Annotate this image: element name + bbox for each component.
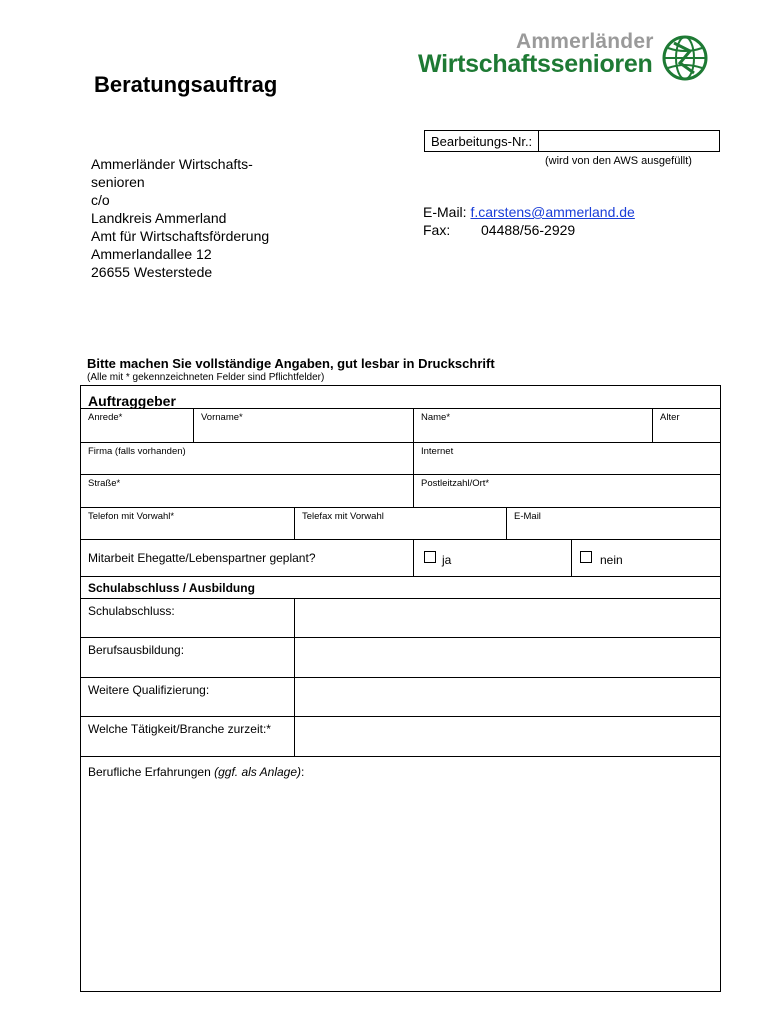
form-row-current-activity	[81, 716, 720, 756]
fax-label: Fax:	[423, 222, 451, 238]
activity-value-cell	[294, 717, 720, 756]
form-row-company	[81, 442, 720, 474]
salutation-input[interactable]	[85, 421, 189, 439]
spouse-yes-label: ja	[442, 553, 452, 567]
logo-text-top: Ammerländer	[516, 30, 654, 53]
client-section-header	[81, 386, 720, 408]
form-row-phone	[81, 507, 720, 539]
address-line: senioren	[91, 174, 145, 190]
postal-city-input[interactable]	[418, 486, 716, 504]
website-cell	[413, 443, 720, 474]
processing-number-box	[424, 130, 720, 152]
email-field-label: E-Mail	[514, 511, 541, 522]
phone-label: Telefon mit Vorwahl*	[88, 511, 175, 522]
processing-number-label: Bearbeitungs-Nr.:	[425, 131, 539, 151]
form-row-experience	[81, 756, 720, 991]
experience-note: (ggf. als Anlage)	[214, 765, 302, 779]
globe-logo-icon	[660, 33, 710, 83]
website-label: Internet	[421, 446, 454, 457]
phone-input[interactable]	[85, 518, 290, 536]
qualification-label-cell	[81, 678, 294, 716]
street-label: Straße*	[88, 478, 121, 489]
recipient-address	[91, 155, 269, 281]
fax-field-label: Telefax mit Vorwahl	[302, 511, 384, 522]
street-cell	[81, 475, 413, 507]
phone-cell	[81, 508, 294, 539]
address-line: 26655 Westerstede	[91, 264, 213, 280]
processing-number-input[interactable]	[539, 131, 719, 151]
education-section-title: Schulabschluss / Ausbildung	[88, 581, 255, 595]
company-label: Firma (falls vorhanden)	[88, 446, 186, 457]
first-name-label: Vorname*	[201, 412, 243, 423]
activity-label: Welche Tätigkeit/Branche zurzeit:*	[88, 722, 271, 736]
experience-colon: :	[301, 765, 305, 779]
form-row-name	[81, 408, 720, 442]
age-label: Alter	[660, 412, 680, 423]
school-value-cell	[294, 599, 720, 637]
age-cell	[652, 409, 720, 442]
last-name-cell	[413, 409, 652, 442]
fax-number: 04488/56-2929	[481, 222, 576, 238]
spouse-no-label: nein	[600, 553, 623, 567]
activity-label-cell	[81, 717, 294, 756]
activity-input[interactable]	[299, 721, 716, 739]
address-line: Amt für Wirtschaftsförderung	[91, 228, 270, 244]
form-row-spouse	[81, 539, 720, 576]
postal-city-label: Postleitzahl/Ort*	[421, 478, 490, 489]
email-input[interactable]	[511, 518, 716, 536]
salutation-cell	[81, 409, 193, 442]
spouse-yes-cell	[413, 540, 571, 576]
school-input[interactable]	[299, 603, 716, 621]
address-line: Ammerländer Wirtschafts-	[91, 156, 253, 172]
experience-textarea[interactable]	[85, 787, 716, 987]
age-input[interactable]	[657, 421, 716, 439]
street-input[interactable]	[85, 486, 409, 504]
school-label: Schulabschluss:	[88, 604, 175, 618]
first-name-cell	[193, 409, 413, 442]
logo-text-main: Wirtschaftssenioren	[418, 50, 653, 78]
instructions-heading: Bitte machen Sie vollständige Angaben, gut lesbar in Druckschrift	[87, 356, 495, 371]
first-name-input[interactable]	[198, 421, 409, 439]
spouse-question-cell	[81, 540, 413, 576]
spouse-question-label: Mitarbeit Ehegatte/Lebenspartner geplant?	[88, 551, 316, 565]
company-cell	[81, 443, 413, 474]
last-name-input[interactable]	[418, 421, 648, 439]
client-section-title: Auftraggeber	[88, 393, 176, 409]
fax-line	[423, 221, 635, 239]
page-title: Beratungsauftrag	[94, 72, 278, 97]
training-input[interactable]	[299, 642, 716, 660]
email-cell	[506, 508, 720, 539]
training-label-cell	[81, 638, 294, 677]
form-row-training	[81, 637, 720, 677]
company-input[interactable]	[85, 453, 409, 471]
education-section-header	[81, 576, 720, 598]
address-line: Ammerlandallee 12	[91, 246, 212, 262]
qualification-input[interactable]	[299, 682, 716, 700]
email-line	[423, 203, 635, 221]
qualification-label: Weitere Qualifizierung:	[88, 683, 210, 697]
salutation-label: Anrede*	[88, 412, 123, 423]
form-row-qualification	[81, 677, 720, 716]
contact-block	[423, 203, 635, 239]
experience-label-text: Berufliche Erfahrungen	[88, 765, 211, 779]
training-value-cell	[294, 638, 720, 677]
spouse-no-checkbox[interactable]	[580, 551, 592, 563]
last-name-label: Name*	[421, 412, 451, 423]
form-row-school	[81, 598, 720, 637]
spouse-yes-checkbox[interactable]	[424, 551, 436, 563]
fax-cell	[294, 508, 506, 539]
processing-number-note: (wird von den AWS ausgefüllt)	[545, 155, 692, 167]
training-label: Berufsausbildung:	[88, 643, 185, 657]
form-row-address	[81, 474, 720, 507]
fax-input[interactable]	[299, 518, 502, 536]
email-link[interactable]: f.carstens@ammerland.de	[470, 204, 635, 220]
email-label: E-Mail:	[423, 204, 467, 220]
website-input[interactable]	[418, 453, 716, 471]
address-line: c/o	[91, 192, 110, 208]
school-label-cell	[81, 599, 294, 637]
instructions-note: (Alle mit * gekennzeichneten Felder sind Pflichtfelder)	[87, 372, 325, 383]
spouse-no-cell	[571, 540, 720, 576]
address-line: Landkreis Ammerland	[91, 210, 227, 226]
qualification-value-cell	[294, 678, 720, 716]
experience-label	[88, 765, 304, 779]
application-form	[80, 385, 721, 992]
postal-city-cell	[413, 475, 720, 507]
